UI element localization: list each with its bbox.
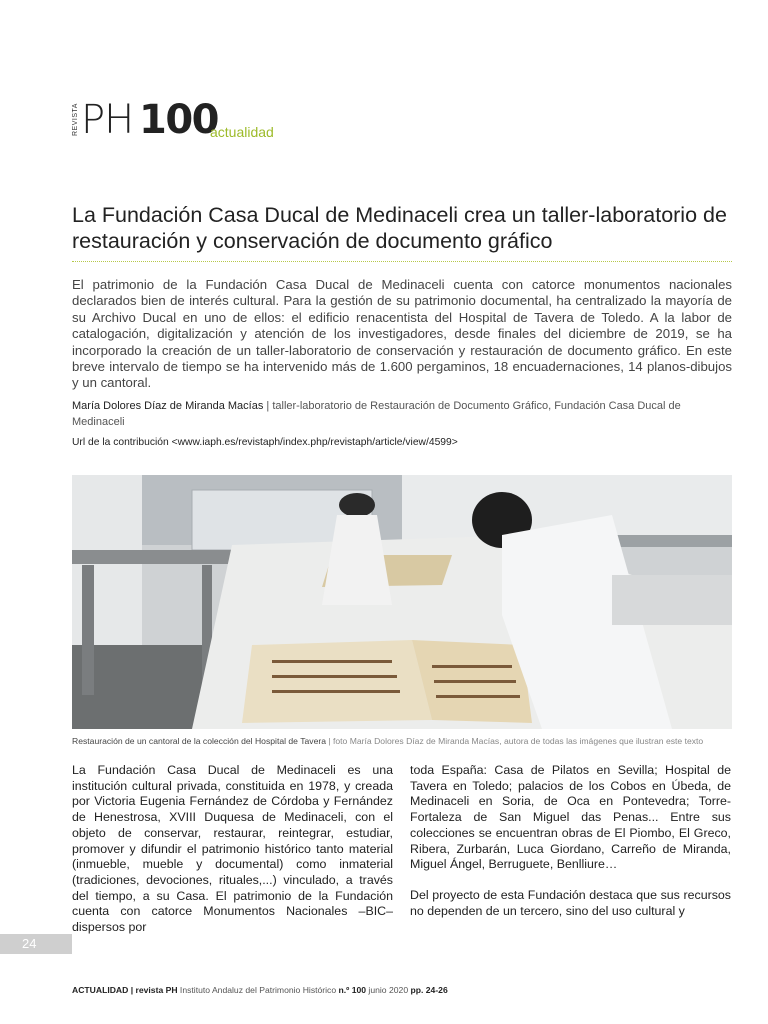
body-paragraph: toda España: Casa de Pilatos en Sevilla; Hospital de Tavera en Toledo; palacios de los Cobos en Úbeda, de Medinaceli en Soria, de Oca en Pontevedra; Torre-Fortaleza de San Miguel das Penas... Entre sus colecciones se encuentran obras de El Piombo, El Greco, Ribera, Zurbarán, Luca Giordano, Carreño de Miranda, Miguel Ángel, Berruguete, Benlliure… — [410, 763, 731, 872]
masthead-ph-logo: PH — [81, 97, 134, 143]
author-name: María Dolores Díaz de Miranda Macías — [72, 400, 264, 412]
caption-title: Restauración de un cantoral de la colección del Hospital de Tavera — [72, 736, 326, 746]
body-column-right — [410, 763, 731, 919]
contribution-url[interactable]: Url de la contribución <www.iaph.es/revistaph/index.php/revistaph/article/view/4599> — [72, 437, 458, 448]
footer-publisher: Instituto Andaluz del Patrimonio Histórico — [177, 985, 339, 995]
footer-date: junio 2020 — [366, 985, 411, 995]
masthead-revista-label: REVISTA — [72, 103, 79, 136]
masthead-issue-number: 100 — [139, 97, 218, 143]
title-divider — [72, 261, 732, 262]
body-paragraph: Del proyecto de esta Fundación destaca que sus recursos no dependen de un tercero, sino del uso cultural y — [410, 887, 731, 918]
body-paragraph: La Fundación Casa Ducal de Medinaceli es una institución cultural privada, constituida en 1978, y creada por Victoria Eugenia Fernández de Córdoba y Fernández de Henestrosa, XVIII Duquesa de Medinaceli, con el objeto de conservar, restaurar, reintegrar, estudiar, promover y difundir el patrimonio histórico tanto material (inmueble, mueble y documental) como inmaterial (tradiciones, devociones, rituales,...) vinculado, a través del tiempo, a su Casa. El patrimonio de la Fundación cuenta con catorce Monumentos Nacionales –BIC– dispersos por — [72, 763, 393, 935]
author-affiliation: | taller-laboratorio de Restauración de Documento Gráfico, Fundación Casa Ducal de Medinaceli — [72, 400, 681, 428]
author-credit — [72, 398, 732, 430]
footer-pages: pp. 24-26 — [410, 985, 448, 995]
article-photo — [72, 475, 732, 729]
body-column-left — [72, 763, 393, 936]
photo-caption — [72, 735, 737, 747]
article-title: La Fundación Casa Ducal de Medinaceli crea un taller-laboratorio de restauración y conservación de documento gráfico — [72, 203, 727, 253]
page-footer — [72, 984, 732, 996]
footer-issue: n.º 100 — [338, 985, 367, 995]
caption-credit: | foto María Dolores Díaz de Miranda Macías, autora de todas las imágenes que ilustran este texto — [326, 736, 704, 746]
article-abstract: El patrimonio de la Fundación Casa Ducal de Medinaceli cuenta con catorce monumentos nacionales declarados bien de interés cultural. Para la gestión de su patrimonio documental, ha centralizado la mayoría de su Archivo Ducal en uno de ellos: el edificio renacentista del Hospital de Tavera de Toledo. A la labor de catalogación, digitalización y atención de los investigadores, desde finales del diciembre de 2019, se ha incorporado la creación de un taller-laboratorio de conservación y restauración de documento gráfico. En este breve intervalo de tiempo se ha intervenido más de 1.600 pergaminos, 18 encuadernaciones, 14 planos-dibujos y un cantoral. — [72, 277, 732, 391]
footer-section: ACTUALIDAD | revista PH — [72, 985, 178, 995]
masthead-section-label: actualidad — [210, 124, 274, 140]
page-number: 24 — [0, 934, 72, 954]
